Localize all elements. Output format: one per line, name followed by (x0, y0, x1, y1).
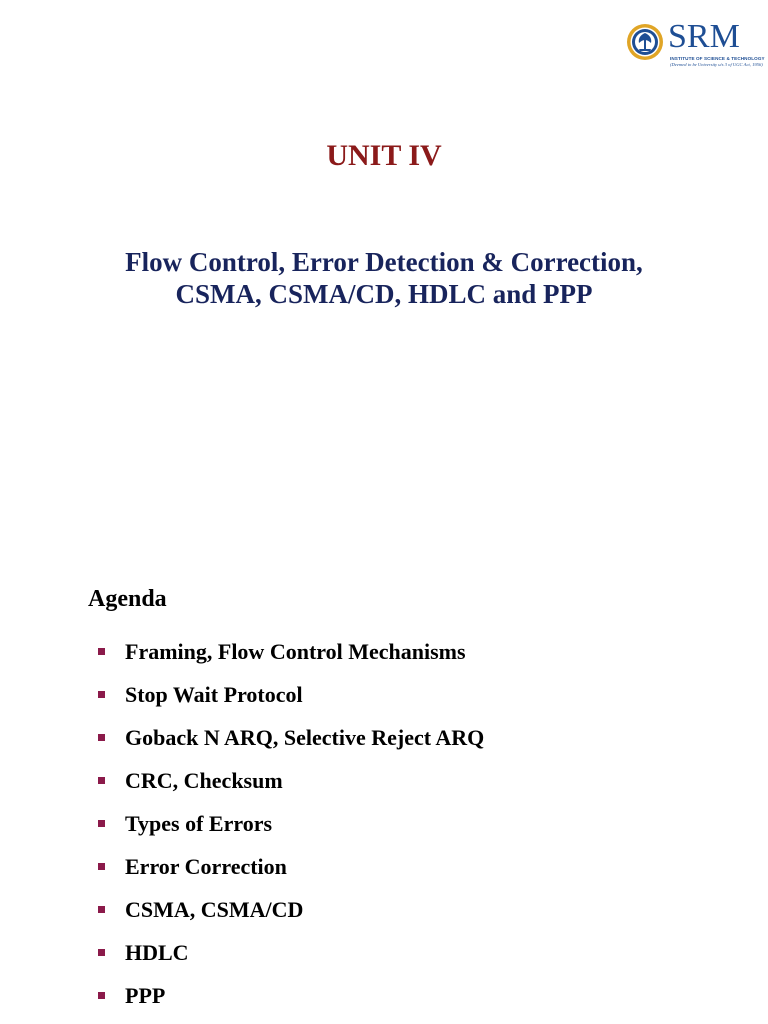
bullet-square-icon (98, 648, 105, 655)
bullet-square-icon (98, 777, 105, 784)
srm-logo (624, 18, 764, 68)
subtitle-line-2: CSMA, CSMA/CD, HDLC and PPP (175, 279, 593, 309)
agenda-list (98, 637, 484, 1024)
logo-institute-line: INSTITUTE OF SCIENCE & TECHNOLOGY (670, 56, 765, 61)
agenda-item-text: Error Correction (125, 854, 287, 879)
agenda-item (98, 938, 484, 981)
agenda-item-text: CSMA, CSMA/CD (125, 897, 304, 922)
bullet-square-icon (98, 820, 105, 827)
agenda-heading: Agenda (88, 586, 167, 612)
agenda-item-text: Framing, Flow Control Mechanisms (125, 639, 466, 664)
bullet-square-icon (98, 863, 105, 870)
bullet-square-icon (98, 691, 105, 698)
subtitle-line-1: Flow Control, Error Detection & Correction, (125, 247, 643, 277)
agenda-item-text: CRC, Checksum (125, 768, 283, 793)
bullet-square-icon (98, 949, 105, 956)
agenda-item (98, 637, 484, 680)
agenda-item (98, 723, 484, 766)
bullet-square-icon (98, 906, 105, 913)
agenda-item (98, 852, 484, 895)
agenda-item-text: HDLC (125, 940, 189, 965)
agenda-item (98, 680, 484, 723)
unit-title: UNIT IV (326, 139, 442, 172)
logo-name: SRM (668, 18, 740, 55)
agenda-item-text: Types of Errors (125, 811, 273, 836)
bullet-square-icon (98, 992, 105, 999)
logo-deemed-line: (Deemed to be University u/s 3 of UGC Act, 1956) (670, 62, 763, 67)
agenda-item-text: PPP (125, 983, 166, 1008)
bullet-square-icon (98, 734, 105, 741)
agenda-item-text: Stop Wait Protocol (125, 682, 303, 707)
agenda-item-text: Goback N ARQ, Selective Reject ARQ (125, 725, 485, 750)
srm-emblem-icon (626, 23, 664, 61)
agenda-item (98, 895, 484, 938)
agenda-item (98, 981, 484, 1024)
agenda-item (98, 809, 484, 852)
slide-subtitle (20, 246, 748, 310)
agenda-item (98, 766, 484, 809)
